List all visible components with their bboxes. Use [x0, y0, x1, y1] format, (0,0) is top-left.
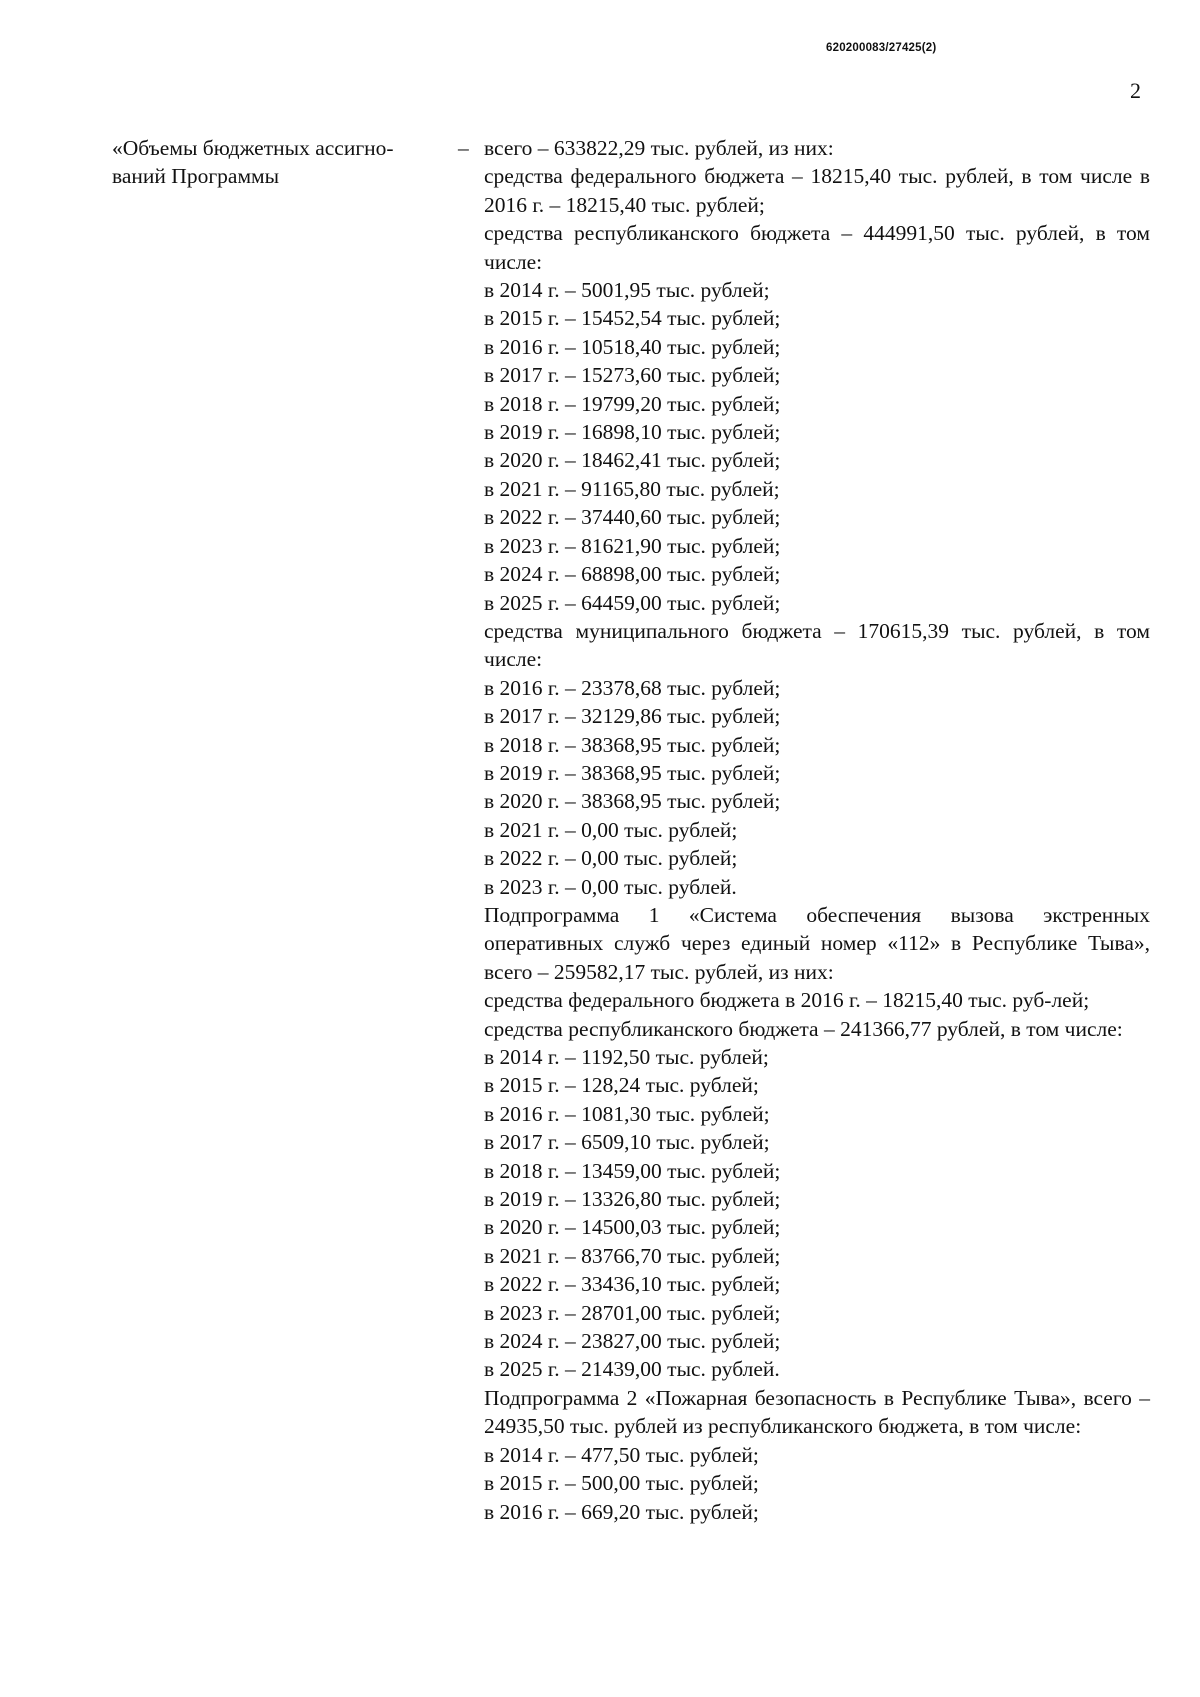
budget-line: в 2025 г. – 64459,00 тыс. рублей;	[484, 590, 781, 615]
budget-line: средства республиканского бюджета – 241366,77 рублей, в том числе:	[484, 1016, 1123, 1041]
budget-line: в 2023 г. – 81621,90 тыс. рублей;	[484, 533, 781, 558]
budget-line: в 2014 г. – 477,50 тыс. рублей;	[484, 1442, 759, 1467]
budget-line: в 2021 г. – 83766,70 тыс. рублей;	[484, 1243, 781, 1268]
budget-line: в 2015 г. – 15452,54 тыс. рублей;	[484, 306, 781, 331]
budget-line: в 2014 г. – 5001,95 тыс. рублей;	[484, 278, 770, 303]
budget-line: в 2024 г. – 23827,00 тыс. рублей;	[484, 1329, 781, 1354]
budget-line: всего – 633822,29 тыс. рублей, из них:	[484, 136, 834, 160]
budget-line: средства федерального бюджета в 2016 г. – 18215,40 тыс. руб-лей;	[484, 988, 1090, 1013]
budget-line: в 2015 г. – 500,00 тыс. рублей;	[484, 1471, 759, 1496]
page-number: 2	[1130, 78, 1141, 103]
budget-line: в 2016 г. – 10518,40 тыс. рублей;	[484, 334, 781, 359]
row-dash: –	[458, 136, 469, 160]
row-label-budget-allocations: «Объемы бюджетных ассигно-ваний Программы	[112, 136, 394, 189]
budget-line: в 2020 г. – 14500,03 тыс. рублей;	[484, 1215, 781, 1240]
budget-line: средства муниципального бюджета – 170615,39 тыс. рублей, в том числе:	[484, 618, 1150, 672]
budget-line: в 2016 г. – 23378,68 тыс. рублей;	[484, 675, 781, 700]
budget-line: в 2019 г. – 38368,95 тыс. рублей;	[484, 760, 781, 785]
budget-line: в 2023 г. – 0,00 тыс. рублей.	[484, 874, 737, 899]
budget-line: в 2018 г. – 19799,20 тыс. рублей;	[484, 391, 781, 416]
budget-line: в 2022 г. – 0,00 тыс. рублей;	[484, 846, 738, 871]
budget-details	[484, 134, 1150, 1526]
budget-line: в 2021 г. – 91165,80 тыс. рублей;	[484, 476, 780, 501]
budget-line: в 2024 г. – 68898,00 тыс. рублей;	[484, 562, 781, 587]
budget-line: в 2025 г. – 21439,00 тыс. рублей.	[484, 1357, 780, 1382]
budget-line: в 2014 г. – 1192,50 тыс. рублей;	[484, 1045, 769, 1069]
document-id: 620200083/27425(2)	[826, 42, 937, 54]
budget-line: в 2019 г. – 13326,80 тыс. рублей;	[484, 1187, 781, 1212]
budget-line: в 2016 г. – 669,20 тыс. рублей;	[484, 1499, 759, 1524]
budget-line: в 2020 г. – 38368,95 тыс. рублей;	[484, 789, 781, 814]
budget-line: Подпрограмма 1 «Система обеспечения вызова экстренных оперативных служб через единый номер «112» в Республике Тыва», всего – 259582,17 тыс. рублей, из них:	[484, 902, 1150, 984]
budget-line: средства федерального бюджета – 18215,40 тыс. рублей, в том числе в 2016 г. – 18215,40 тыс. рублей;	[484, 164, 1150, 217]
budget-line: в 2017 г. – 6509,10 тыс. рублей;	[484, 1130, 770, 1155]
budget-line: в 2016 г. – 1081,30 тыс. рублей;	[484, 1101, 770, 1126]
budget-line: в 2023 г. – 28701,00 тыс. рублей;	[484, 1300, 781, 1325]
budget-line: в 2017 г. – 32129,86 тыс. рублей;	[484, 704, 781, 729]
budget-line: в 2018 г. – 13459,00 тыс. рублей;	[484, 1158, 781, 1183]
budget-line: в 2021 г. – 0,00 тыс. рублей;	[484, 817, 738, 842]
budget-line: Подпрограмма 2 «Пожарная безопасность в Республике Тыва», всего – 24935,50 тыс. рублей из республиканского бюджета, в том числе:	[484, 1385, 1150, 1439]
budget-line: в 2022 г. – 33436,10 тыс. рублей;	[484, 1272, 781, 1297]
budget-line: в 2020 г. – 18462,41 тыс. рублей;	[484, 448, 781, 473]
budget-line: в 2017 г. – 15273,60 тыс. рублей;	[484, 363, 781, 388]
budget-line: средства республиканского бюджета – 444991,50 тыс. рублей, в том числе:	[484, 221, 1150, 274]
budget-line: в 2022 г. – 37440,60 тыс. рублей;	[484, 505, 781, 530]
budget-line: в 2018 г. – 38368,95 тыс. рублей;	[484, 732, 781, 757]
budget-line: в 2015 г. – 128,24 тыс. рублей;	[484, 1073, 759, 1098]
budget-line: в 2019 г. – 16898,10 тыс. рублей;	[484, 420, 781, 445]
